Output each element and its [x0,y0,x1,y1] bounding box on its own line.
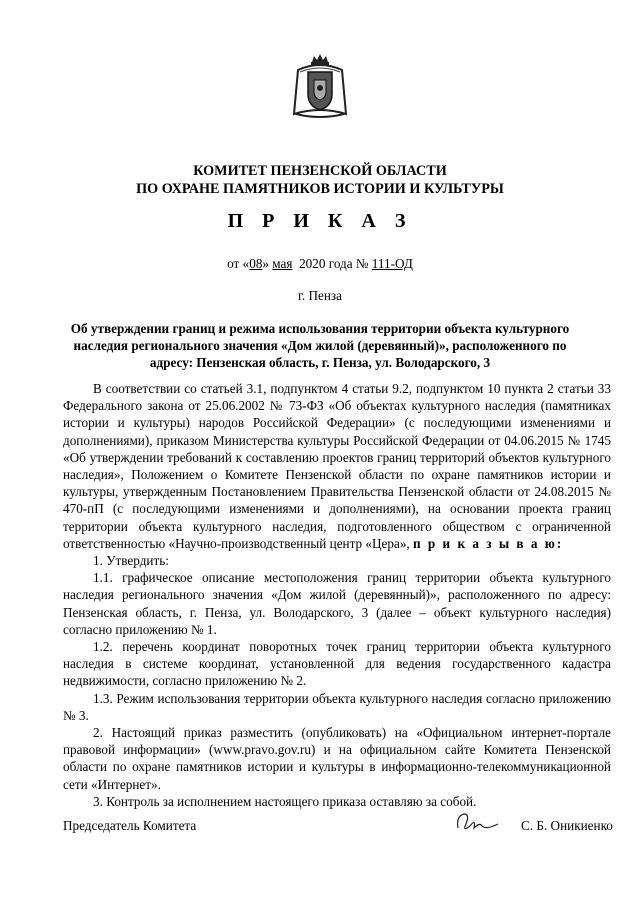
item-2: 2. Настоящий приказ разместить (опубликовать) на «Официальном интернет-портале правовой информации» (www.pravo.gov.ru) и на официальном сайте Комитета Пензенской области по охране памятников истории и культуры в информационно-телекоммуникационной сети «Интернет». [63,725,611,792]
item-1-3: 1.3. Режим использования территории объекта культурного наследия согласно приложению № 3. [63,690,611,723]
preamble-text: В соответствии со статьей 3.1, подпунктом 4 статьи 9.2, подпунктом 10 пункта 2 статьи 33 Федерального закона от 25.06.2002 № 73-ФЗ «Об объектах культурного наследия (памятниках истории и культуры) народов Российской Федерации» (с последующими изменениями и дополнениями), приказом Министерства культуры Российской Федерации от 04.06.2015 № 1745 «Об утверждении требований к составлению проектов границ территорий объектов культурного наследия», Положением о Комитете Пензенской области по охране памятников истории и культуры, утвержденным Постановлением Правительства Пензенской области от 24.08.2015 № 470-пП (с последующими изменениями и дополнениями), на основании проекта границ территории объекта культурного наследия, подготовленного обществом с ограниченной ответственностью «Научно-производственный центр «Цера», [63,381,611,551]
document-type-heading: П Р И К А З [227,210,413,232]
date-year: 2020 года № [292,256,372,271]
orders-word: п р и к а з ы в а ю: [413,535,564,551]
city: г. Пенза [297,288,342,303]
date-day: 08 [249,256,263,271]
item-1-2: 1.2. перечень координат поворотных точек границ территории объекта культурного наследия в системе координат, установленной для ведения государственного кадастра недвижимости, согласно приложению № 2. [63,639,611,689]
title-line-1: Об утверждении границ и режима использования территории объекта культурного [70,321,570,336]
handwritten-signature [452,808,502,836]
org-line-1: КОМИТЕТ ПЕНЗЕНСКОЙ ОБЛАСТИ [193,163,447,179]
document-number: 111-ОД [371,256,413,271]
document-body [63,380,611,810]
date-month: мая [272,256,293,271]
title-line-3: адресу: Пензенская область, г. Пенза, ул. Володарского, 3 [149,355,491,370]
org-line-2: ПО ОХРАНЕ ПАМЯТНИКОВ ИСТОРИИ И КУЛЬТУРЫ [136,181,504,197]
document-title [0,320,640,371]
organization-name [0,162,640,198]
coat-of-arms-emblem [290,52,350,120]
title-line-2: наследия регионального значения «Дом жилой (деревянный)», расположенного по [73,338,567,353]
date-prefix: от « [227,256,250,271]
item-3: 3. Контроль за исполнением настоящего приказа оставляю за собой. [93,793,477,809]
document-dateline [0,256,640,272]
item-1: 1. Утвердить: [93,553,169,569]
signatory-position: Председатель Комитета [63,818,197,833]
preamble-paragraph [63,380,611,552]
date-mid: » [262,256,273,271]
signatory-name: С. Б. Оникиенко [521,818,613,833]
item-1-1: 1.1. графическое описание местоположения границ территории объекта культурного наследия регионального значения «Дом жилой (деревянный)», расположенного по адресу: Пензенская область, г. Пенза, ул. Володарского, 3 (далее – объект культурного наследия) согласно приложению № 1. [63,570,611,637]
